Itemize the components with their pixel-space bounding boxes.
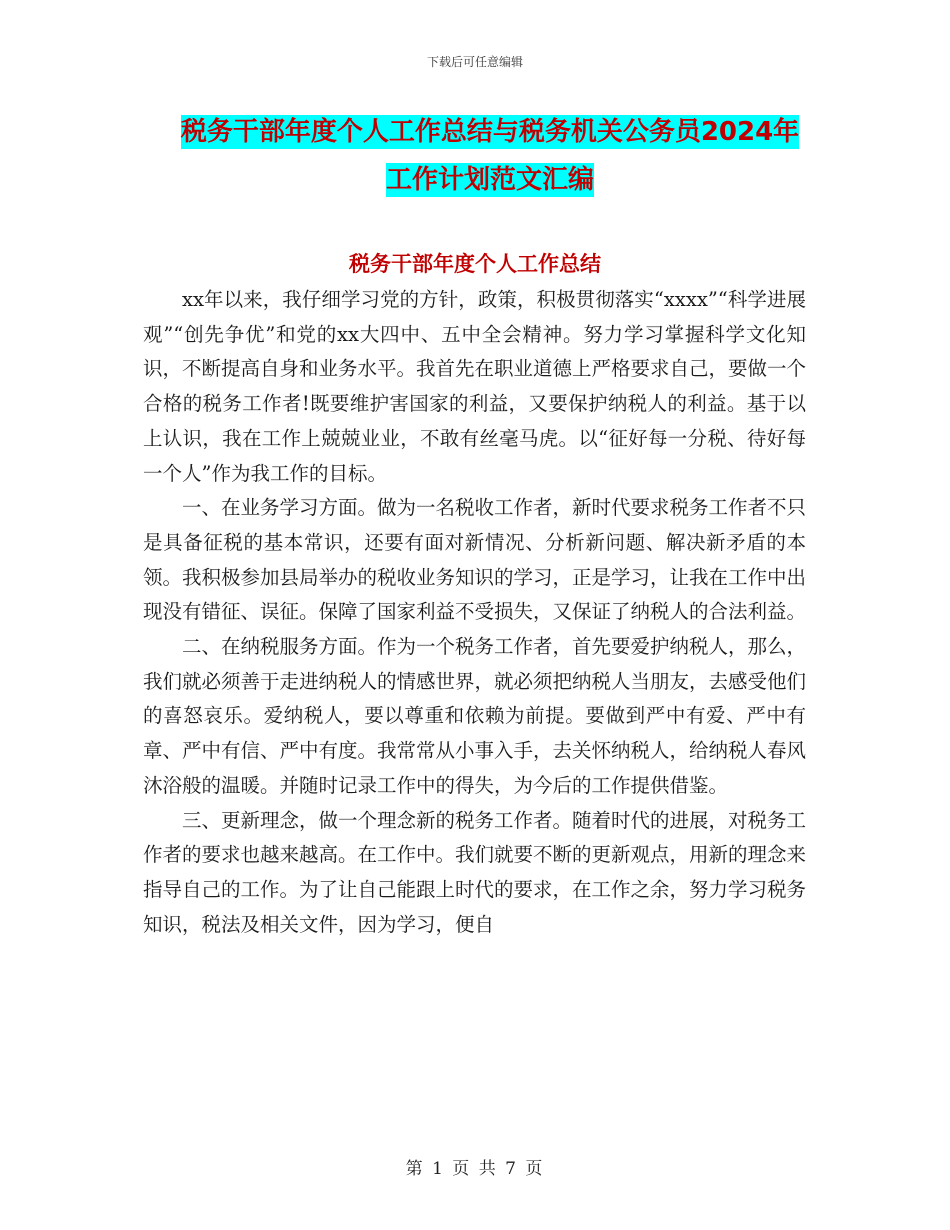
header-note: 下载后可任意编辑 — [426, 55, 523, 69]
section-title: 税务干部年度个人工作总结 — [349, 252, 601, 276]
paragraph-intro: xx年以来，我仔细学习党的方针，政策，积极贯彻落实“xxxx”“科学进展观”“创先争优”和党的xx大四中、五中全会精神。努力学习掌握科学文化知识，不断提高自身和业务水平。我首先在职业道德上严格要求自己，要做一个合格的税务工作者!既要维护害国家的利益，又要保护纳税人的利益。基于以上认识，我在工作上兢兢业业，不敢有丝毫马虎。以“征好每一分税、待好每一个人”作为我工作的目标。 — [143, 288, 807, 485]
paragraph-business-study: 一、在业务学习方面。做为一名税收工作者，新时代要求税务工作者不只是具备征税的基本常识，还要有面对新情况、分析新问题、解决新矛盾的本领。我积极参加县局举办的税收业务知识的学习，正是学习，让我在工作中出现没有错征、误征。保障了国家利益不受损失，又保证了纳税人的合法利益。 — [143, 496, 807, 624]
document-body — [143, 283, 806, 942]
document-title-line-2: 工作计划范文汇编 — [385, 165, 594, 195]
document-title-line-1: 税务干部年度个人工作总结与税务机关公务员2024年 — [180, 117, 800, 147]
paragraph-tax-service: 二、在纳税服务方面。作为一个税务工作者，首先要爱护纳税人，那么，我们就必须善于走进纳税人的情感世界，就必须把纳税人当朋友，去感受他们的喜怒哀乐。爱纳税人，要以尊重和依赖为前提。要做到严中有爱、严中有章、严中有信、严中有度。我常常从小事入手，去关怀纳税人，给纳税人春风沐浴般的温暖。并随时记录工作中的得失，为今后的工作提供借鉴。 — [143, 635, 807, 797]
paragraph-update-concepts: 三、更新理念，做一个理念新的税务工作者。随着时代的进展，对税务工作者的要求也越来越高。在工作中。我们就要不断的更新观点，用新的理念来指导自己的工作。为了让自己能跟上时代的要求，在工作之余，努力学习税务知识，税法及相关文件，因为学习，便自 — [143, 808, 807, 936]
document-title — [140, 108, 840, 204]
page-footer: 第 1 页 共 7 页 — [405, 1159, 545, 1179]
